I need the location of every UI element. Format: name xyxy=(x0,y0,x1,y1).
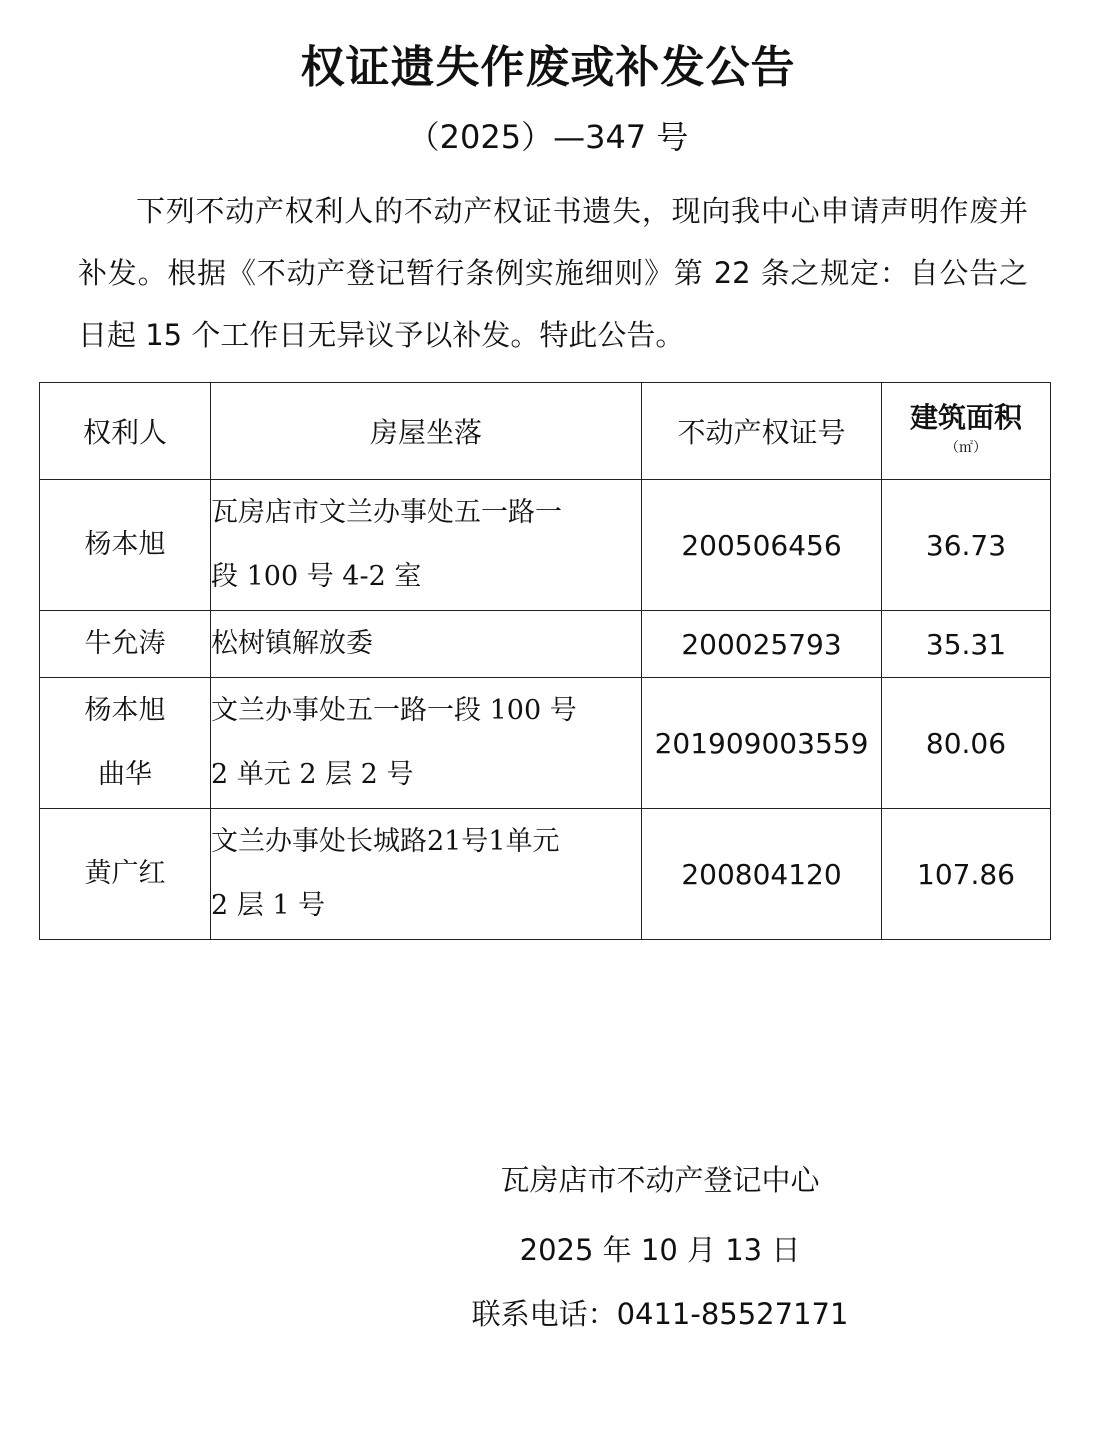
address-line: 松树镇解放委 xyxy=(211,628,373,659)
table-row xyxy=(40,809,1051,940)
notice-intro: 下列不动产权利人的不动产权证书遗失，现向我中心申请声明作废并补发。根据《不动产登记暂行条例实施细则》第 22 条之规定：自公告之日起 15 个工作日无异议予以补发。特此公告。 xyxy=(78,194,1028,352)
area-cell: 35.31 xyxy=(882,611,1051,678)
owner-name: 杨本旭 xyxy=(84,529,166,560)
owner-name: 黄广红 xyxy=(84,858,166,889)
owner-cell xyxy=(40,809,211,940)
area-cell: 36.73 xyxy=(882,480,1051,611)
header-address: 房屋坐落 xyxy=(211,383,642,480)
header-area-label: 建筑面积 xyxy=(909,401,1022,434)
owner-cell xyxy=(40,480,211,611)
cert-no-cell: 200804120 xyxy=(642,809,882,940)
header-area-unit: （㎡） xyxy=(945,440,987,456)
records-table xyxy=(39,382,1051,940)
header-area xyxy=(882,383,1051,480)
address-cell xyxy=(211,809,642,940)
address-line: 文兰办事处长城路21号1单元 xyxy=(211,826,560,857)
owner-name: 曲华 xyxy=(98,759,152,790)
owner-name: 牛允涛 xyxy=(84,628,166,659)
address-cell xyxy=(211,611,642,678)
notice-number: （2025）—347 号 xyxy=(407,118,689,156)
cert-no-cell: 200506456 xyxy=(642,480,882,611)
header-cert-no: 不动产权证号 xyxy=(642,383,882,480)
contact-phone: 联系电话：0411-85527171 xyxy=(471,1297,849,1331)
owner-cell xyxy=(40,611,211,678)
issue-date: 2025 年 10 月 13 日 xyxy=(519,1233,801,1267)
owner-name: 杨本旭 xyxy=(84,695,166,726)
address-cell xyxy=(211,678,642,809)
address-line: 2 单元 2 层 2 号 xyxy=(211,759,414,790)
address-line: 2 层 1 号 xyxy=(211,890,326,921)
cert-no-cell: 200025793 xyxy=(642,611,882,678)
address-line: 文兰办事处五一路一段 100 号 xyxy=(211,695,577,726)
address-cell xyxy=(211,480,642,611)
address-line: 瓦房店市文兰办事处五一路一 xyxy=(211,497,562,528)
table-row xyxy=(40,480,1051,611)
header-owner: 权利人 xyxy=(40,383,211,480)
address-line: 段 100 号 4-2 室 xyxy=(211,561,422,592)
area-cell: 107.86 xyxy=(882,809,1051,940)
cert-no-cell: 201909003559 xyxy=(642,678,882,809)
table-row xyxy=(40,611,1051,678)
owner-cell xyxy=(40,678,211,809)
table-header-row xyxy=(40,383,1051,480)
notice-title: 权证遗失作废或补发公告 xyxy=(300,42,796,93)
area-cell: 80.06 xyxy=(882,678,1051,809)
table-row xyxy=(40,678,1051,809)
issuing-organization: 瓦房店市不动产登记中心 xyxy=(500,1163,820,1197)
